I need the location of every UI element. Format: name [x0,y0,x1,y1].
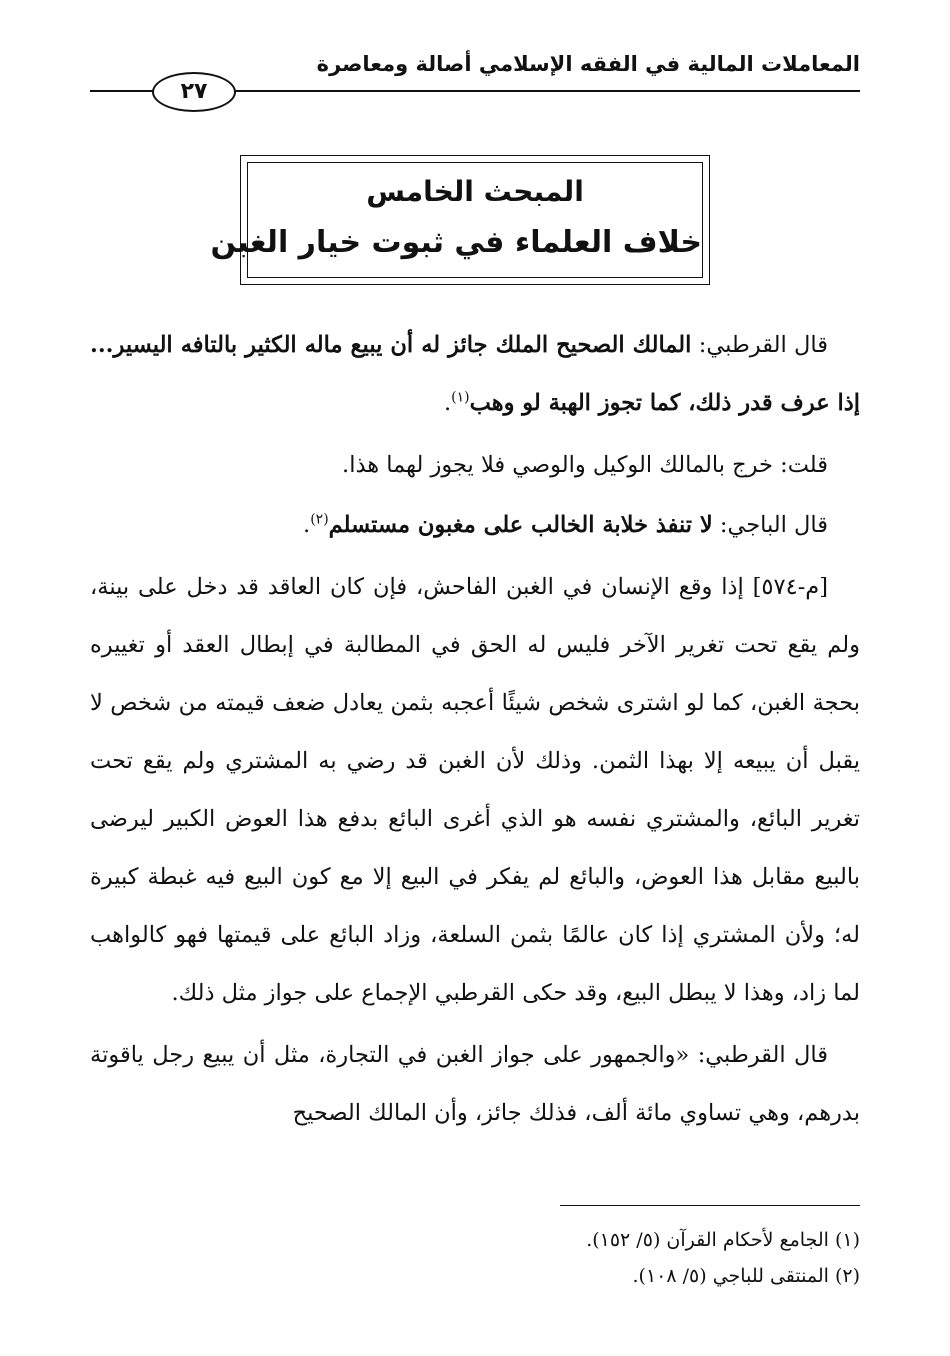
footnote-rule [560,1205,860,1206]
footnote-ref-2: (٢) [310,511,329,528]
footnote-2: (٢) المنتقى للباجي (٥/ ١٠٨). [632,1265,860,1287]
paragraph-1-end: . [444,390,452,416]
paragraph-3-end: . [303,512,311,538]
paragraph-1 [90,316,860,432]
paragraph-3 [90,496,860,554]
paragraph-4: [م-٥٧٤] إذا وقع الإنسان في الغبن الفاحش، فإن كان العاقد قد دخل على بينة، ولم يقع تحت تغرير الآخر فليس له الحق في المطالبة في إبطال العقد أو تغييره بحجة الغبن، كما لو اشترى شخص شيئًا أعجبه بثمن يعادل ضعف قيمته من شخص لا يقبل أن يبيعه إلا بهذا الثمن. وذلك لأن الغبن قد رضي به المشتري ولم يقع تحت تغرير البائع، والمشتري نفسه هو الذي أغرى البائع بدفع هذا العوض الكبير ليرضى بالبيع مقابل هذا العوض، والبائع لم يفكر في البيع إلا مع كون البيع فيه غبطة كبيرة له؛ ولأن المشتري إذا كان عالمًا بثمن السلعة، وزاد البائع على قيمتها فهو كالواهب لما زاد، وهذا لا يبطل البيع، وقد حكى القرطبي الإجماع على جواز مثل ذلك. [90,574,860,1006]
body-text [90,316,860,1146]
footnotes [586,1222,860,1294]
paragraph-3-quote: لا تنفذ خلابة الخالب على مغبون مستسلم [328,512,713,538]
paragraph-1-lead: قال القرطبي: [691,332,828,358]
page-number: ٢٧ [152,72,236,112]
footnote-1: (١) الجامع لأحكام القرآن (٥/ ١٥٢). [586,1229,860,1251]
section-subheading: خلاف العلماء في ثبوت خيار الغبن [210,225,702,260]
footnote-ref-1: (١) [451,389,470,406]
section-title-frame [210,155,710,285]
section-heading: المبحث الخامس [366,175,584,208]
paragraph-2: قلت: خرج بالمالك الوكيل والوصي فلا يجوز لهما هذا. [342,452,828,478]
running-title: المعاملات المالية في الفقه الإسلامي أصالة ومعاصرة [316,52,860,76]
paragraph-3-lead: قال الباجي: [712,512,828,538]
paragraph-5: قال القرطبي: «والجمهور على جواز الغبن في التجارة، مثل أن يبيع رجل ياقوتة بدرهم، وهي تساوي مائة ألف، فذلك جائز، وأن المالك الصحيح [90,1042,860,1126]
paragraph-1-quote: المالك الصحيح الملك جائز له أن يبيع ماله الكثير بالتافه اليسير... إذا عرف قدر ذلك، كما تجوز الهبة لو وهب [90,332,860,416]
section-title-inner-frame [210,162,703,278]
